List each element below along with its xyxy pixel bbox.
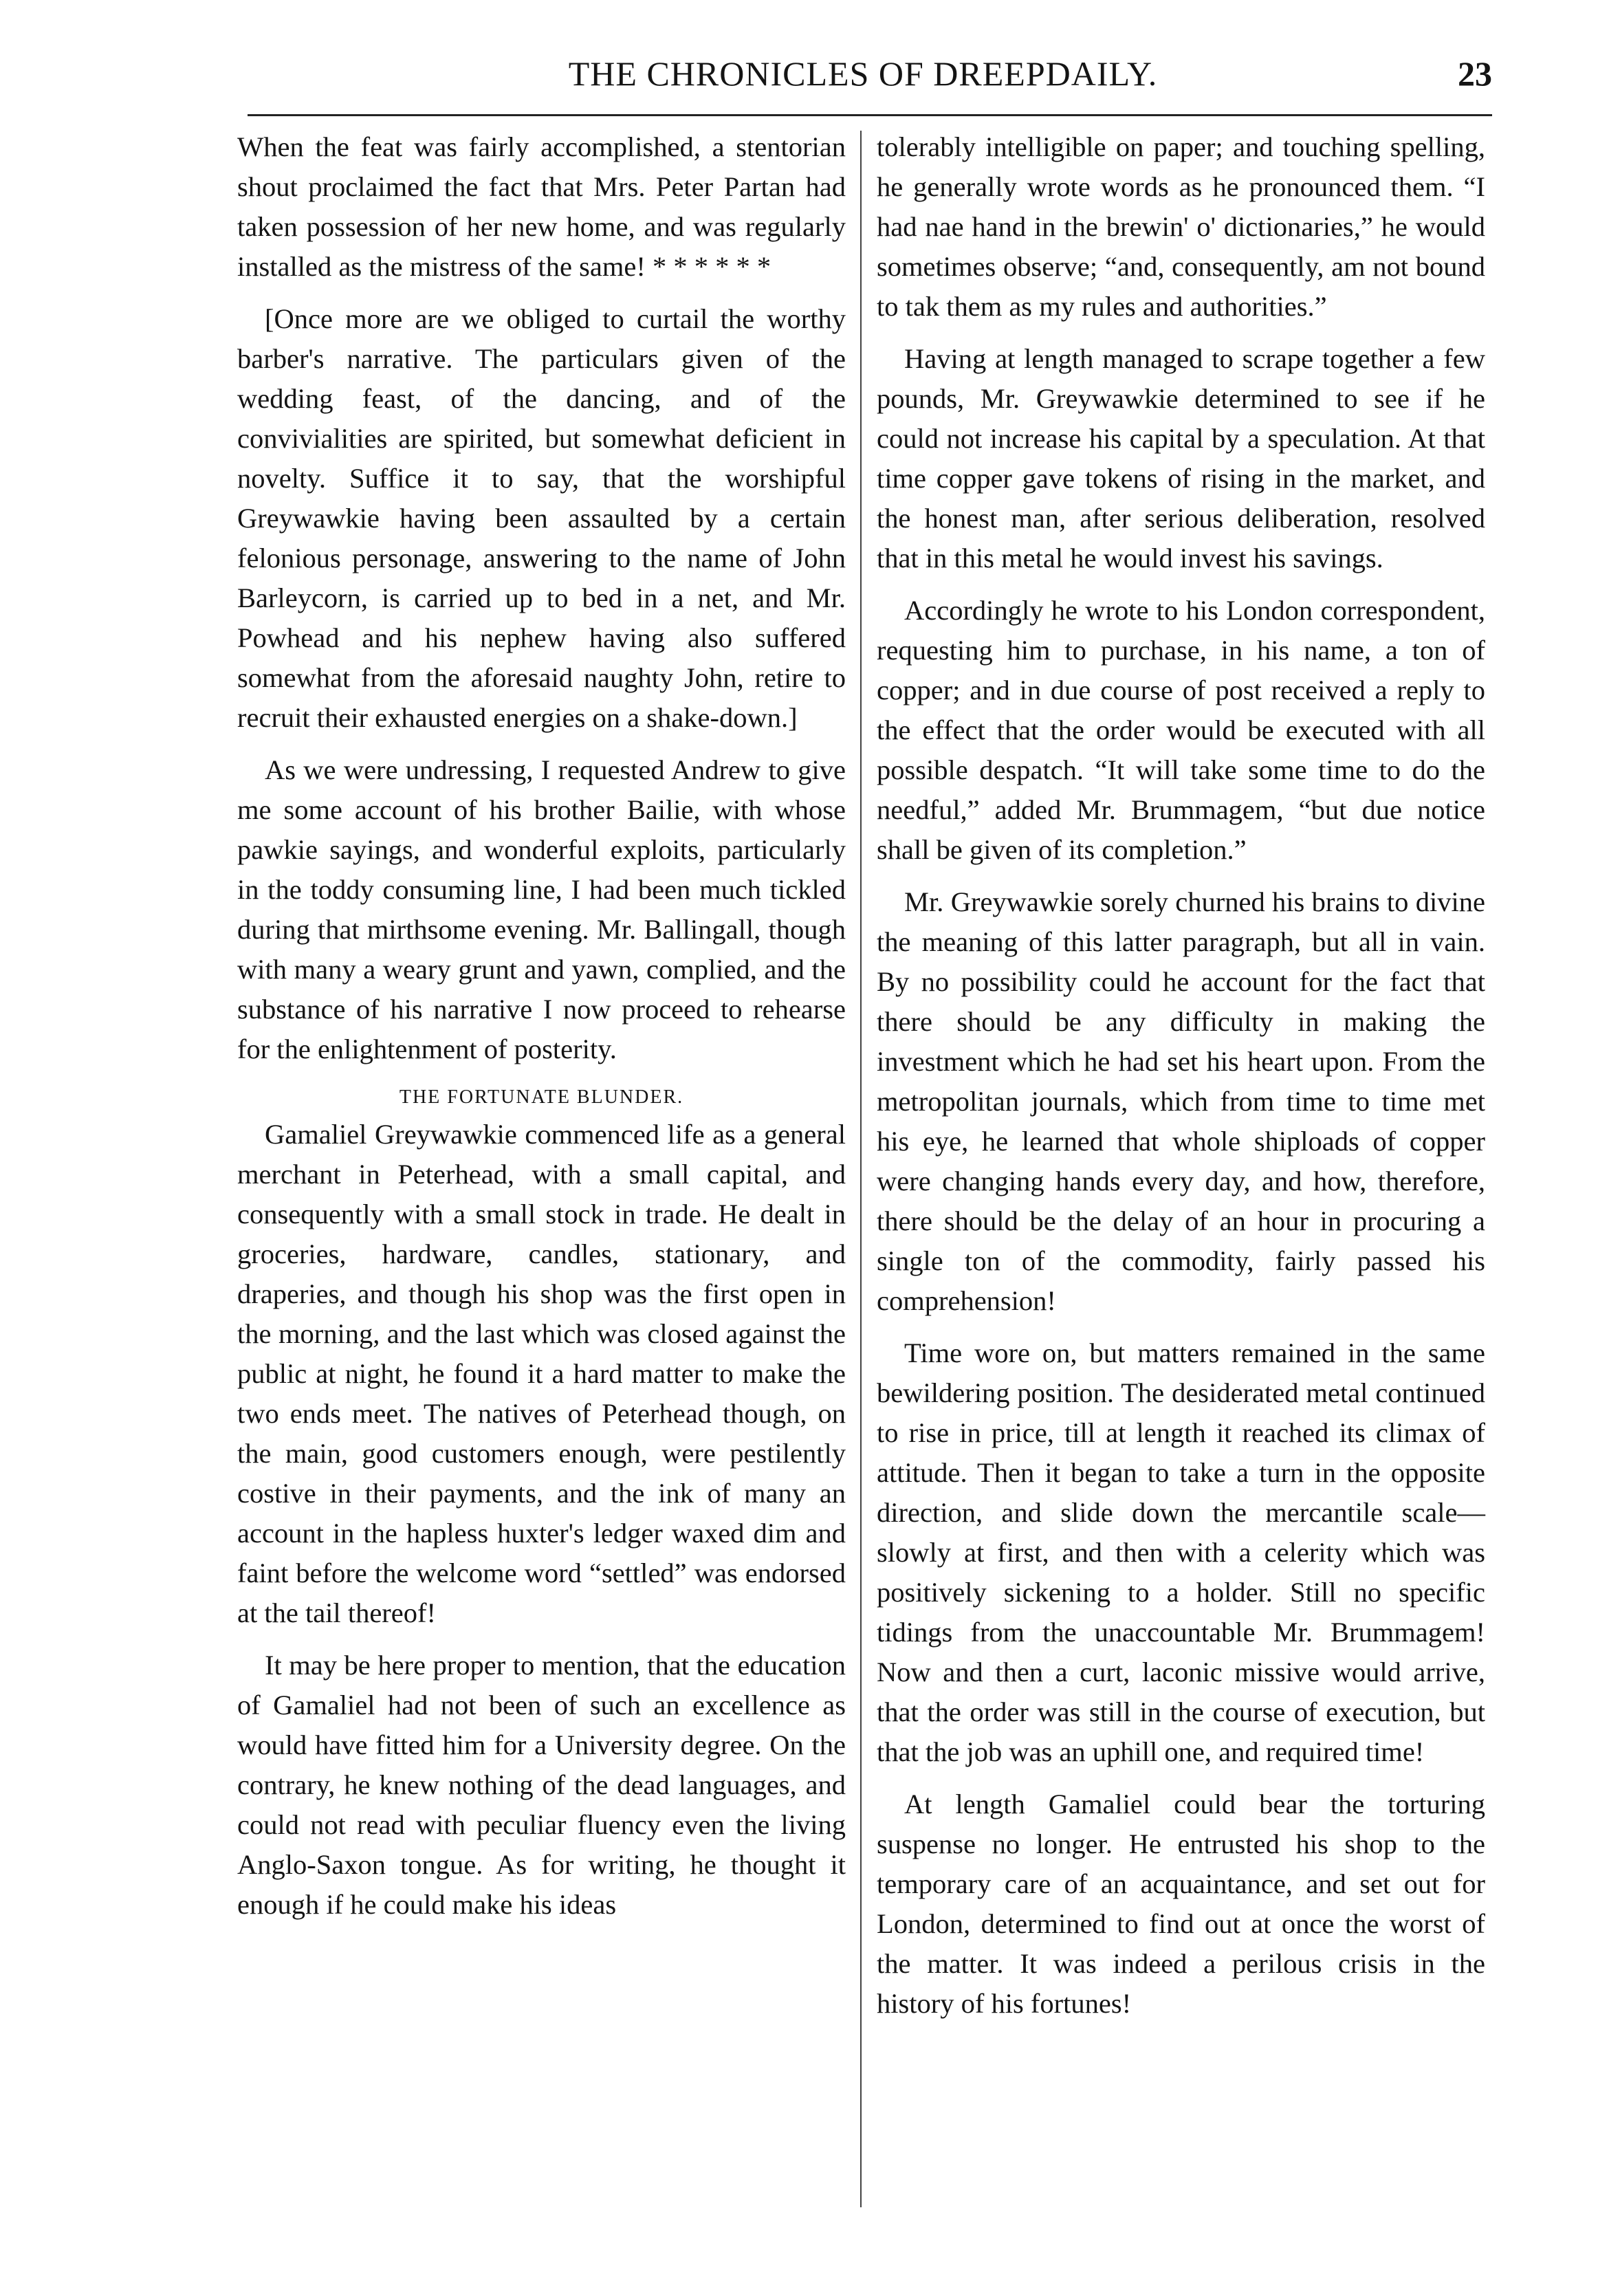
paragraph: At length Gamaliel could bear the torturing suspense no longer. He entrusted his shop to the temporary care of an acquaintance, and set out for London, determined to find out at once the worst of the matter. It was indeed a perilous crisis in the history of his fortunes! [877, 1789, 1485, 2019]
right-column [877, 127, 1485, 2036]
paragraph: Accordingly he wrote to his London correspondent, requesting him to purchase, in his name, a ton of copper; and in due course of post received a reply to the effect that the order would be executed with all possible despatch. “It will take some time to do the needful,” added Mr. Brummagem, “but due notice shall be given of its completion.” [877, 595, 1485, 865]
paragraph: Having at length managed to scrape together a few pounds, Mr. Greywawkie determined to see if he could not increase his capital by a speculation. At that time copper gave tokens of rising in the market, and the honest man, after serious deliberation, resolved that in this metal he would invest his savings. [877, 343, 1485, 573]
paragraph: It may be here proper to mention, that the education of Gamaliel had not been of such an excellence as would have fitted him for a University degree. On the contrary, he knew nothing of the dead languages, and could not read with peculiar fluency even the living Anglo-Saxon tongue. As for writing, he thought it enough if he could make his ideas [237, 1650, 846, 1920]
page-number: 23 [1458, 54, 1492, 93]
header-rule [248, 114, 1492, 116]
paragraph: Time wore on, but matters remained in the same bewildering position. The desiderated metal continued to rise in price, till at length it reached its climax of attitude. Then it began to take a turn in the opposite direction, and slide down the mercantile scale—slowly at first, and then with a celerity which was positively sickening to a holder. Still no specific tidings from the unaccountable Mr. Brummagem! Now and then a curt, laconic missive would arrive, that the order was still in the course of execution, but that the job was an uphill one, and required time! [877, 1337, 1485, 1767]
paragraph: [Once more are we obliged to curtail the worthy barber's narrative. The particulars given of the wedding feast, of the dancing, and of the convivialities are spirited, but somewhat deficient in novelty. Suffice it to say, that the worshipful Greywawkie having been assaulted by a certain felonious personage, answering to the name of John Barleycorn, is carried up to bed in a net, and Mr. Powhead and his nephew having also suffered somewhat from the aforesaid naughty John, retire to recruit their exhausted energies on a shake-down.] [237, 303, 846, 733]
column-divider [860, 131, 862, 2207]
running-head: THE CHRONICLES OF DREEPDAILY. [568, 54, 1158, 93]
paragraph: tolerably intelligible on paper; and touching spelling, he generally wrote words as he pronounced them. “I had nae hand in the brewin' o' dictionaries,” he would sometimes observe; “and, consequently, am not bound to tak them as my rules and authorities.” [877, 131, 1485, 322]
page-header [234, 48, 1492, 103]
paragraph: When the feat was fairly accomplished, a stentorian shout proclaimed the fact that Mrs. Peter Partan had taken possession of her new home, and was regularly installed as the mistress of the same! * * * * * * [237, 131, 846, 282]
section-title: THE FORTUNATE BLUNDER. [399, 1086, 684, 1108]
left-column [237, 127, 846, 1937]
paragraph: Mr. Greywawkie sorely churned his brains to divine the meaning of this latter paragraph, but all in vain. By no possibility could he account for the fact that there should be any difficulty in making the investment which he had set his heart upon. From the metropolitan journals, which from time to time met his eye, he learned that whole shiploads of copper were changing hands every day, and how, therefore, there should be the delay of an hour in procuring a single ton of the commodity, fairly passed his comprehension! [877, 886, 1485, 1316]
paragraph: As we were undressing, I requested Andrew to give me some account of his brother Bailie, with whose pawkie sayings, and wonderful exploits, particularly in the toddy consuming line, I had been much tickled during that mirthsome evening. Mr. Ballingall, though with many a weary grunt and yawn, complied, and the substance of his narrative I now proceed to rehearse for the enlightenment of posterity. [237, 754, 846, 1064]
paragraph: Gamaliel Greywawkie commenced life as a general merchant in Peterhead, with a small capital, and consequently with a small stock in trade. He dealt in groceries, hardware, candles, stationary, and draperies, and though his shop was the first open in the morning, and the last which was closed against the public at night, he found it a hard matter to make the two ends meet. The natives of Peterhead though, on the main, good customers enough, were pestilently costive in their payments, and the ink of many an account in the hapless huxter's ledger waxed dim and faint before the welcome word “settled” was endorsed at the tail thereof! [237, 1119, 846, 1628]
